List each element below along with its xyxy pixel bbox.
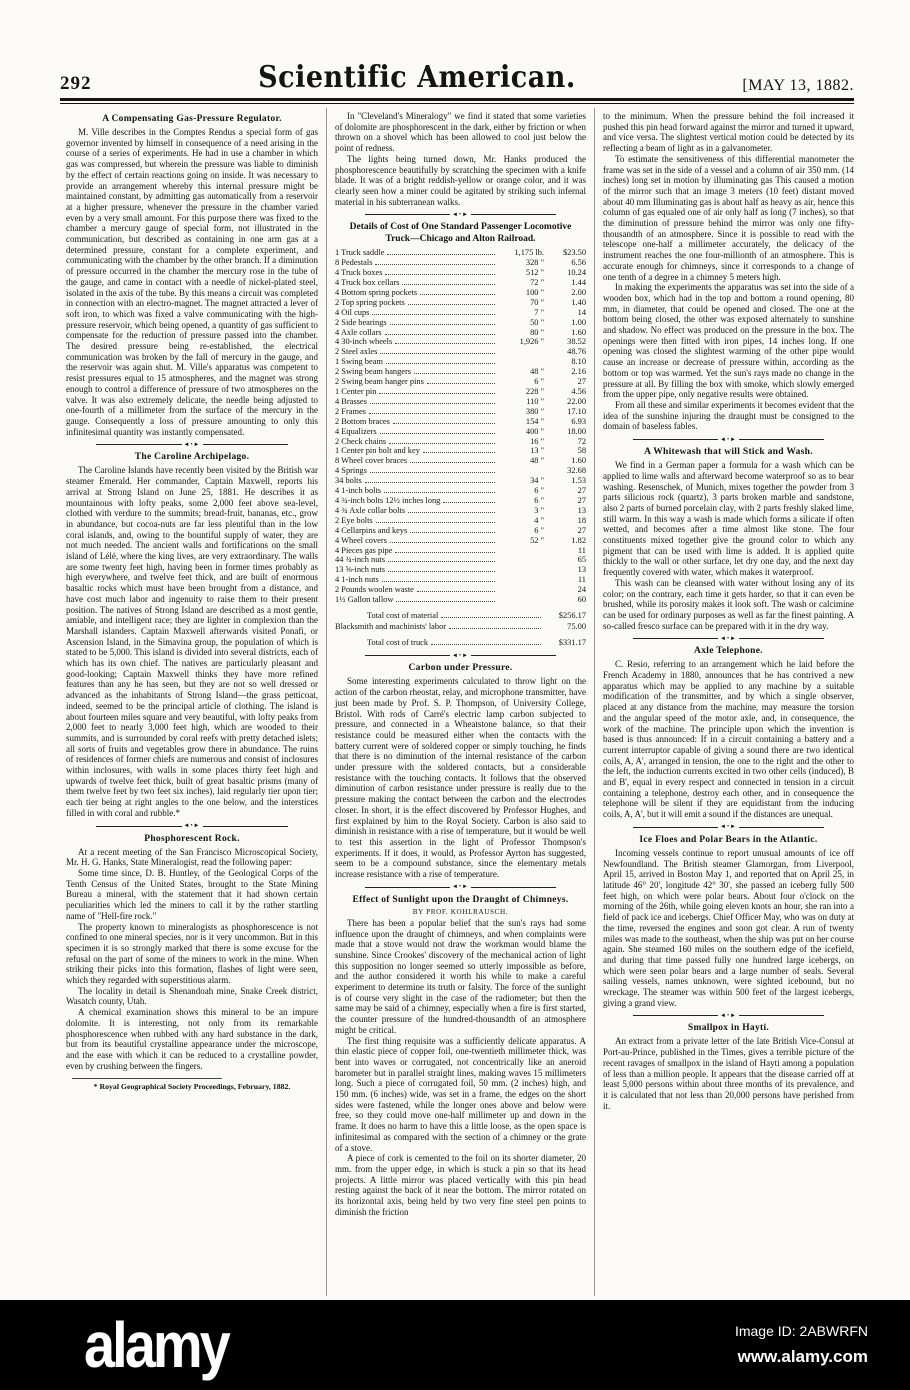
table-row [335,526,586,536]
paragraph: A piece of cork is cemented to the foil on its shorter diameter, 20 mm. from the upper edge, in which is stuck a pin so that its head projects. A little mirror was placed vertically with this pin head resting against the back of it near the bottom. The mirror rotated on its horizontal axis, being held by two very fine steel pen points to diminish the friction [335,1153,586,1217]
dot-leader [389,443,495,444]
footnote: * Royal Geographical Society Proceedings, February, 1882. [93,1082,291,1092]
dot-leader [410,462,495,463]
paragraph: In making the experiments the apparatus was set into the side of a wooden box, which had in the top and bottom a round opening, 80 mm, in diameter, that could be opened and closed. The one at the bottom being closed, the other was exposed alternately to sunshine and shadow. No effect was produced on the pressure in the box. The openings were then fitted with iron pipes, 14 inches long. If one opening was closed the slightest warming of the other pipe would cause an increase or decrease of pressure within, according as the bottom or top was warmed. Yet the sun's rays made no change in the pressure at all. By filling the box with smoke, which slowly emerged from the upper pipe, only negative results were obtained. [603,282,854,400]
table-cell-weight: 72 " [530,278,544,288]
table-cell-cost: 14 [577,307,586,317]
paragraph: The Caroline Islands have recently been visited by the British war steamer Emerald. Her commander, Captain Maxwell, reports his arrival at Strong Island on June 25, 1881. He describes it as mountainous with lofty peaks, some 2,000 feet above sea-level, clothed with verdure to the summits; bread-fruit, bananas, etc., grow in abundance, but cocoa-nuts are far less plentiful than in the low coral islands, and, owing to the bountiful supply of water, they are not much needed. The ancient walls and fortifications on the small island of Lélé, where the king lives, are very extraordinary. The walls are some twenty feet high, having been in former times probably as high everywhere, and twelve feet thick, and are built of enormous basaltic rocks which must have been brought from a distance, and have cost much labor and ingenuity to raise them to their present position. The natives of Strong Island are described as a most gentle, amiable, and intelligent race; they are lighter in complexion than the Marshall islanders. Captain Maxwell afterwards visited Ponafi, or Ascension Island, in the Simavina group, the population of which is stated to be 5,000. This island is divided into several districts, each of which has its own chief. The natives are particularly pleasant and good-looking; Captain Maxwell thinks they have more refined features than any he has seen, but they are not so well dressed or advanced as the inhabitants of Strong Island—the grass petticoat, indeed, seemed to be the principal article of clothing. The island is about fourteen miles square and very beautiful, with lofty peaks from 2,000 feet to nearly 3,000 feet high, which are wooded to their summits, and is surrounded by coral reefs with pretty detached islets; all sorts of fruits and vegetables grow there in abundance. The ruins of residences of former chiefs are numerous and consist of inclosures within inclosures, with walls in some places thirty feet high and upwards of twelve feet thick, built of great basaltic prisms (many of them twelve feet by two feet six inches), laid regularly tier upon tier; each tier being at right angles to the one below, and the interstices filled in with coral and rubble.* [66,465,318,818]
paragraph: In "Cleveland's Mineralogy" we find it stated that some varieties of dolomite are phosphorescent in the dark, either by friction or when thrown on a shovel which has been allowed to cool just below the point of redness. [335,111,586,154]
table-row [335,456,586,466]
table-totals [335,610,586,649]
dot-leader [441,617,541,618]
table-cell-weight: 6 " [534,486,544,496]
table-row [335,337,586,347]
dot-leader [386,363,495,364]
table-row [335,347,586,357]
table-cell-cost: 72 [577,436,586,446]
paragraph: The locality in detail is Shenandoah mine, Snake Creek district, Wasatch county, Utah. [66,985,318,1007]
dot-leader [380,353,495,354]
table-cell-cost: 10.24 [567,268,586,278]
table-body [335,248,586,605]
table-cell-item: 1 Truck saddle [335,248,385,258]
table-cell-item: 2 Check chains [335,436,387,446]
section-divider [365,210,556,219]
dot-leader [387,254,495,255]
table-row [335,278,586,288]
table-cell-cost: 6.56 [571,258,586,268]
dot-leader [408,304,495,305]
dot-leader [423,452,495,453]
page-number: 292 [60,73,92,94]
table-cell-weight: 48 " [530,367,544,377]
table-cell-cost: 1.40 [571,297,586,307]
dot-leader [388,571,495,572]
table-cell-cost: 11 [577,545,586,555]
dot-leader [388,561,495,562]
dot-leader [382,581,495,582]
dot-leader [417,591,495,592]
article-title: A Compensating Gas-Pressure Regulator. [102,114,282,124]
table-cell-item: 4 Truck box cellars [335,278,400,288]
total-label: Total cost of material [367,610,439,620]
table-cell-item: 34 bolts [335,476,362,486]
paragraph: We find in a German paper a formula for a wash which can be applied to lime walls and afterward become waterproof so as to bear washing. Resenschek, of Munich, mixes together the powder from 3 parts silicious rock (quartz), 3 parts broken marble and sandstone, also 2 parts of burned porcelain clay, with 2 parts freshly slaked lime, still warm. In this way a wash is made which forms a silicate if often wetted, and becomes after a time almost like stone. The four constituents mixed together give the ground color to which any pigment that can be used with lime is added. It is applied quite thickly to the wall or other surface, let dry one day, and the next day frequently covered with water, which makes it waterproof. [603,460,854,578]
table-cell-weight: 6 " [534,525,544,535]
paragraph: Some interesting experiments calculated to throw light on the action of the carbon rheostat, relay, and microphone transmitter, have just been made by Prof. S. P. Thompson, of University College, Bristol. With rods of Carré's electric lamp carbon subjected to pressure, and connected in a Wheatstone balance, so that their resistance could be measured either when the contacts with the battery current were of soldered copper or simply touching, he finds that there is no diminution of the internal resistance of the carbon under pressure with the soldered contacts, but a considerable resistance with the touching contacts. It follows that the observed diminution of carbon resistance under pressure is really due to the pressure making the contact between the carbon and the electrodes closer. In short, it is the effect discovered by Professor Hughes, and first explained by him to the Royal Society. Carbon is also said to diminish in resistance with a rise of temperature, but it would be well to test this assertion in the light of Professor Thompson's experiments. If it does, it would, as Professor Ayrton has suggested, seem to be a compound substance, since the elementary metals increase resistance with a rise of temperature. [335,676,586,880]
table-cell-weight: 1,926 " [519,337,544,347]
table-row [335,595,586,605]
table-cell-item: 4 1-inch nuts [335,575,379,585]
column-3 [594,108,862,1296]
table-cell-cost: 38.52 [567,337,586,347]
table-cell-cost: 17.10 [567,406,586,416]
total-value: $256.17 [558,610,586,620]
divider-ornament-icon: ◄•► [452,652,469,659]
column-2 [326,108,594,1296]
dot-leader [376,522,495,523]
issue-date: [MAY 13, 1882. [742,77,854,94]
paragraph: The first thing requisite was a sufficiently delicate apparatus. A thin elastic piece of copper foil, one-twentieth millimeter thick, was bent into waves or corrugated, not concentrically like an aneroid barometer but in parallel straight lines, making waves 15 millimeters long. Such a piece of corrugated foil, 50 mm. (2 inches) high, and 150 mm. (6 inches) wide, was set in a frame, the edges on the short sides were fastened, while the longer ones above and below were free, so they could move one-half millimeter up and down in the frame. It does no harm to have this a little loose, as the open space is infinitesimal as compared with the section of a chimney or the grate of a stove. [335,1035,586,1153]
table-row [335,407,586,417]
table-cell-item: 44 ¾-inch nuts [335,555,386,565]
table-cell-item: 4 Oil cups [335,307,370,317]
article-body [603,154,854,432]
dot-leader [369,413,495,414]
table-row [335,506,586,516]
table-cell-item: 2 Pounds woolen waste [335,585,414,595]
article-title: Phosphorescent Rock. [144,833,240,844]
paragraph: The lights being turned down, Mr. Hanks produced the phosphorescence beautifully by scratching the specimen with a knife blade. It was of a bright reddish-yellow or orange color, and it was clearly seen how a miner could be agitated by striking such infernal material in his subterranean walks. [335,153,586,207]
dot-leader [443,502,495,503]
table-row [335,565,586,575]
dot-leader [393,423,495,424]
table-cell-item: 4 Truck boxes [335,268,383,278]
table-row [335,446,586,456]
dot-leader [402,284,495,285]
dot-leader [385,334,495,335]
table-row [335,610,586,622]
article-title: Smallpox in Hayti. [687,1023,770,1034]
table-row [335,575,586,585]
divider-ornament-icon: ◄•► [452,884,469,891]
table-cell-item: 2 Steel axles [335,347,378,357]
article-body [335,676,586,879]
table-cell-item: 4 30-inch wheels [335,337,393,347]
paragraph: An extract from a private letter of the late British Vice-Consul at Port-au-Prince, published in the Times, gives a terrible picture of the recent ravages of smallpox in the island of Hayti among a population of less than a million people. It appears that the disease carried off at least 5,000 persons within about three months of its prevalence, and it is calculated that not less than 20,000 persons have perished from it. [603,1036,854,1111]
table-row [335,268,586,278]
alamy-logo: alamy [84,1307,228,1381]
table-cell-weight: 3 " [534,505,544,515]
table-row [335,555,586,565]
table-cell-item: 1½ Gallon tallow [335,595,394,605]
table-row [335,387,586,397]
header-rule [60,98,854,104]
column-layout [58,108,862,1296]
table-row [335,496,586,506]
table-row [335,328,586,338]
table-cell-weight: 16 " [530,436,544,446]
table-cell-item: 8 Wheel cover braces [335,456,408,466]
table-cell-item: 8 Pedestals [335,258,373,268]
alamy-url: www.alamy.com [737,1346,868,1366]
table-row [335,357,586,367]
article-body [603,1036,854,1111]
page-header [60,60,854,95]
table-cell-item: 4 Axle collars [335,327,382,337]
divider-ornament-icon: ◄•► [720,824,737,831]
table-cell-weight: 110 " [526,396,544,406]
table-cell-item: 2 Top spring pockets [335,297,405,307]
divider-ornament-icon: ◄•► [720,1012,737,1019]
table-cell-weight: 48 " [530,456,544,466]
watermark-meta [735,1320,868,1370]
table-cell-cost: 1.44 [571,278,586,288]
table-cell-cost: 65 [577,555,586,565]
dot-leader [414,373,495,374]
table-cell-item: 4 Brasses [335,396,367,406]
dot-leader [370,403,495,404]
article-body [603,659,854,820]
table-row [335,585,586,595]
paragraph: M. Ville describes in the Comptes Rendus a special form of gas governor invented by himself in consequence of a need arising in the course of a series of experiments. He had in use a chamber in which gas was compressed, but wherein the pressure was liable to diminish by the effect of certain reactions going on inside. It was necessary to provide an arrangement whereby this internal pressure might be maintained constant, by admitting gas automatically from a reservoir at a higher pressure, whenever the pressure in the chamber varied even by a very small amount. For this purpose there was fixed to the chamber a mercury gauge of special form, not illustrated in the communication, but described as containing in one arm gas at a determined pressure, constant for a complete experiment, and communicating with the chamber by the other branch. If a diminution of pressure occurred in the chamber the mercury rose in the tube of the gauge, and came in contact with a needle of nickel-plated steel, isolated in the axis of the tube. By this means a circuit was completed in connection with an electro-magnet. The magnet attracted a lever of soft iron, to which was fixed a valve communicating with the high-pressure reservoir, which being opened, a quantity of gas sufficient to compensate for the reduction of pressure passed into the chamber. The desired pressure being re-established, the electrical communication was broken by the fall of mercury in the gauge, and the reservoir was again shut. M. Ville's apparatus was competent to resist pressures equal to 15 atmospheres, and the magnet was strong enough to control a difference of pressure of two atmospheres on the valve. It was also extremely delicate, the needle being adjusted to one-fourth of a millimeter from the surface of the mercury in the gauge. Consequently a loss of pressure amounting to only this infinitesimal quantity was instantly compensated. [66,127,318,437]
table-row [335,377,586,387]
table-cell-cost: 11 [577,575,586,585]
article-title: Ice Floes and Polar Bears in the Atlantic. [639,834,818,845]
table-row [335,308,586,318]
table-cell-cost: 58 [577,446,586,456]
divider-ornament-icon: ◄•► [452,211,469,218]
paragraph: There has been a popular belief that the sun's rays had some influence upon the draught of chimneys, and when complaints were made that a stove would not draw the workman would blame the sunshine. Since Crookes' discovery of the mechanical action of light this supposition no longer seemed so utterly impossible as before, and the author considered it worth his while to make a careful experiment to determine its truth or falsity. The force of the sunlight is of course very slight in the case of the radiometer; but then the same may be said of a chimney, especially when a fire is first started, the counter pressure of the hundred-thousandth of an atmosphere might be critical. [335,917,586,1035]
table-cell-item: 1 Center pin bolt and key [335,446,420,456]
table-cell-item: 4 1-inch bolts [335,486,382,496]
table-row [335,367,586,377]
table-cell-weight: 380 " [525,406,544,416]
table-row [335,288,586,298]
table-cell-cost: 48.76 [567,347,586,357]
table-cell-item: 4 Bottom spring pockets [335,287,418,297]
table-cell-cost: 6.93 [571,416,586,426]
table-cell-cost: 2.16 [571,367,586,377]
table-row [335,437,586,447]
section-divider [365,651,556,660]
table-cell-cost: 18.00 [567,426,586,436]
table-cell-weight: 1,175 lb. [514,248,544,258]
table-cell-cost: 13 [577,505,586,515]
table-cell-weight: 52 " [530,535,544,545]
paragraph: to the minimum. When the pressure behind the foil increased it pushed this pin head forward against the mirror and turned it upward, and vice versa. The slightest vertical motion could be detected by its reflecting a beam of light as in a galvanometer. [603,111,854,154]
table-row [335,466,586,476]
table-cell-weight: 13 " [530,446,544,456]
total-label: Total cost of truck [367,637,429,647]
watermark-bar [0,1300,910,1390]
dot-leader [427,383,495,384]
article-body [335,918,586,1218]
divider-ornament-icon: ◄•► [183,823,201,830]
article-body [335,111,586,207]
table-cell-cost: 1.00 [571,317,586,327]
footnote-rule [72,1078,222,1079]
dot-leader [380,433,495,434]
table-cell-cost: 2.00 [571,287,586,297]
table-cell-weight: 154 " [525,416,544,426]
section-divider [633,435,824,444]
table-cell-cost: 27 [577,377,586,387]
table-cell-cost: 27 [577,486,586,496]
dot-leader [431,644,541,645]
total-value: $331.17 [558,637,586,647]
dot-leader [385,274,495,275]
table-cell-weight: 100 " [525,287,544,297]
paragraph: Some time since, D. B. Huntley, of the Geological Corps of the Tenth Census of the United States, brought to the State Mining Bureau a mineral, with the statement that it had shown certain peculiarities which led the miners to call it by the rather startling name of "Hell-fire rock." [66,868,318,921]
table-cell-cost: 1.60 [571,456,586,466]
divider-ornament-icon: ◄•► [183,441,201,448]
table-title: Details of Cost of One Standard Passenger Locomotive Truck—Chicago and Alton Railroad. [349,222,572,244]
article-body [603,460,854,631]
table-cell-weight: 228 " [525,387,544,397]
column-1 [58,108,326,1296]
article-title: A Whitewash that will Stick and Wash. [644,447,813,458]
table-cell-item: 4 Equalizers [335,426,377,436]
article-title: Axle Telephone. [694,646,763,657]
table-cell-cost: 32.68 [567,466,586,476]
table-cell-item: 1 Swing beam [335,357,383,367]
table-cell-item: 4 Springs [335,466,367,476]
table-row [335,417,586,427]
table-cell-item: 4 ¾ Axle collar bolts [335,505,406,515]
table-cell-cost: 27 [577,495,586,505]
table-row [335,621,586,633]
article-body [603,848,854,1009]
section-divider [633,1011,824,1020]
table-cell-cost: 1.53 [571,476,586,486]
table-cell-cost: 1.60 [571,327,586,337]
dot-leader [365,482,495,483]
article-body [66,847,318,1072]
table-cell-item: 4 Pieces gas pipe [335,545,393,555]
dot-leader [372,314,495,315]
table-cell-weight: 80 " [530,327,544,337]
table-cell-item: 2 Bottom braces [335,416,390,426]
paragraph: C. Resio, referring to an arrangement which he laid before the French Academy in 1880, announces that he has contrived a new apparatus which may be applied to any machine by a suitable modification of the transmitter, and by which a single observer, placed at any distance from the machine, may measure the torsion and the angular speed of the motor axle, and, in consequence, the work of the machine. The principle upon which the invention is based is thus announced: If in a circuit containing a battery and a current interruptor capable of giving a sound there are two identical coils, A, A', arranged in tension, the one to the right and the other to the left, the induction currents excited in two other cells (induced), B and B', equal in every respect and connected in tension in a circuit containing a telephone, destroy each other, and in consequence the telephone will be silent if they are equidistant from the inducing coils, A, A', but it will emit a sound if the distances are unequal. [603,659,854,820]
paragraph: At a recent meeting of the San Francisco Microscopical Society, Mr. H. G. Hanks, State Mineralogist, read the following paper: [66,846,318,868]
paragraph: From all these and similar experiments it becomes evident that the idea of the sunshine injuring the draught must be consigned to the domain of baseless fables. [603,399,854,432]
paragraph: A chemical examination shows this mineral to be an impure dolomite. It is interesting, not only from its remarkable phosphorescence when rubbed with any hard substance in the dark, but from its beautiful crystalline appearance under the microscope, and the ease with which it can be reduced to a crystalline powder, even by crushing between the fingers. [66,1007,318,1071]
table-cell-weight: 6 " [534,495,544,505]
table-row [335,486,586,496]
dot-leader [395,552,495,553]
table-row [335,258,586,268]
table-cell-cost: 27 [577,525,586,535]
table-cell-weight: 70 " [530,297,544,307]
image-id: Image ID: 2ABWRFN [734,1323,868,1340]
table-cell-item: 2 Side bearings [335,317,387,327]
table-cell-cost: 13 [577,565,586,575]
paragraph: Incoming vessels continue to report unusual amounts of ice off Newfoundland. The British steamer Glamorgan, from Liverpool, April 15, arrived in Boston May 1, and reported that on April 25, in latitude 46° 20', longitude 42° 30', she passed an iceberg fully 500 feet high, on which were polar bears. About four o'clock on the morning of the 26th, while going eleven knots an hour, she ran into a field of pack ice and icebergs. Chief Officer May, who was on duty at the time, reversed the engines and soon got clear. A run of twenty miles was made to the southeast, when the ship was put on her course again. She steamed 160 miles on the southern edge of the icefield, and during that time passed fully one hundred large icebergs, on which were seen polar bears and a large number of seals. Several sailing vessels, names unknown, were sighted icebound, but no wreckage. The steamer was within 500 feet of the largest icebergs, giving a grand view. [603,847,854,1008]
dot-leader [396,601,495,602]
section-divider [633,823,824,832]
table-row [335,476,586,486]
table-cell-cost: 1.82 [571,535,586,545]
table-cell-item: 2 Swing beam hanger pins [335,377,424,387]
table-cell-weight: 4 " [534,515,544,525]
table-row [335,248,586,258]
dot-leader [390,324,495,325]
section-divider [633,634,824,643]
dot-leader [395,343,495,344]
table-row [335,546,586,556]
table-cell-cost: 18 [577,515,586,525]
table-cell-item: 4 Cellarpins and keys [335,525,408,535]
section-divider [365,883,556,892]
table-cell-item: 2 Frames [335,406,366,416]
article-byline: BY PROF. KOHLRAUSCH. [412,907,509,916]
dot-leader [449,628,541,629]
dot-leader [420,294,495,295]
table-cell-item: 2 Eye bolts [335,515,373,525]
dot-leader [375,264,495,265]
table-cell-cost: 4.56 [571,387,586,397]
table-row [335,637,586,649]
dot-leader [390,542,495,543]
article-title: The Caroline Archipelago. [134,452,250,463]
table-cell-weight: 400 " [525,426,544,436]
table-row [335,397,586,407]
dot-leader [379,393,495,394]
table-row [335,516,586,526]
table-cell-cost: 60 [577,595,586,605]
table-cell-cost: $23.50 [562,248,586,258]
table-row [335,318,586,328]
article-body [66,465,318,818]
table-cell-cost: 8.10 [571,357,586,367]
divider-ornament-icon: ◄•► [720,436,737,443]
paragraph: This wash can be cleansed with water without losing any of its color; on the contrary, each time it gets harder, so that it can even be brushed, while its porosity makes it look soft. The wash or calcimine can be used for ordinary purposes as well as far the finest painting. A so-called fresco surface can be prepared with it in the dry way. [603,577,854,631]
table-cell-item: 1 Center pin [335,387,377,397]
table-cell-item: 4 ¾-inch bolts 12½ inches long [335,495,441,505]
paragraph: To estimate the sensitiveness of this differential manometer the frame was set in the side of a vessel and a column of air 350 mm. (14 inches) long set in motion by illuminating gas This caused a motion of the mirror such that an image 3 meters (10 feet) distant moved about 40 mm Illuminating gas is about half as heavy as air, hence this column of gas equaled one of air only half as long (7 inches), so that the diminution of pressure behind the mirror was only one fifty-thousandth of an atmosphere. Since it is possible to read with the telescope one-half a millimeter accurately, the delicacy of the instrument reaches the one four-millionth of an atmosphere. This is accurate enough for chimneys, since it corresponds to a change of one tenth of a degree in a chimney 5 meters high. [603,153,854,282]
article-title: Effect of Sunlight upon the Draught of Chimneys. [352,894,569,905]
section-divider [96,440,288,449]
table-cell-weight: 6 " [534,377,544,387]
article-body [66,127,318,437]
dot-leader [410,532,495,533]
dot-leader [408,512,495,513]
table-cell-cost: 22.00 [567,396,586,406]
table-cell-item: 2 Swing beam hangers [335,367,412,377]
dot-leader [384,492,495,493]
cost-table [335,222,586,648]
table-cell-weight: 34 " [530,476,544,486]
table-cell-weight: 328 " [525,258,544,268]
table-cell-weight: 50 " [530,317,544,327]
divider-ornament-icon: ◄•► [720,635,737,642]
total-value: 75.00 [567,622,586,632]
table-cell-weight: 512 " [525,268,544,278]
table-cell-weight: 7 " [534,307,544,317]
table-cell-cost: 24 [577,585,586,595]
masthead-title: Scientific American. [258,60,576,95]
table-cell-item: 13 ⅝-inch nuts [335,565,386,575]
table-row [335,427,586,437]
table-cell-item: 4 Wheel covers [335,535,387,545]
section-divider [96,822,288,831]
paragraph: The property known to mineralogists as phosphorescence is not confined to one mineral species, nor is it very uncommon. But in this specimen it is so strongly marked that there is some excuse for the refusal on the part of some of the miners to work in the mine. When striking their picks into this formation, flashes of light were seen, which they regarded with superstitious alarm. [66,921,318,986]
total-label: Blacksmith and machinists' labor [335,622,447,632]
article-title: Carbon under Pressure. [408,663,513,674]
table-row [335,536,586,546]
dot-leader [370,472,495,473]
table-row [335,298,586,308]
